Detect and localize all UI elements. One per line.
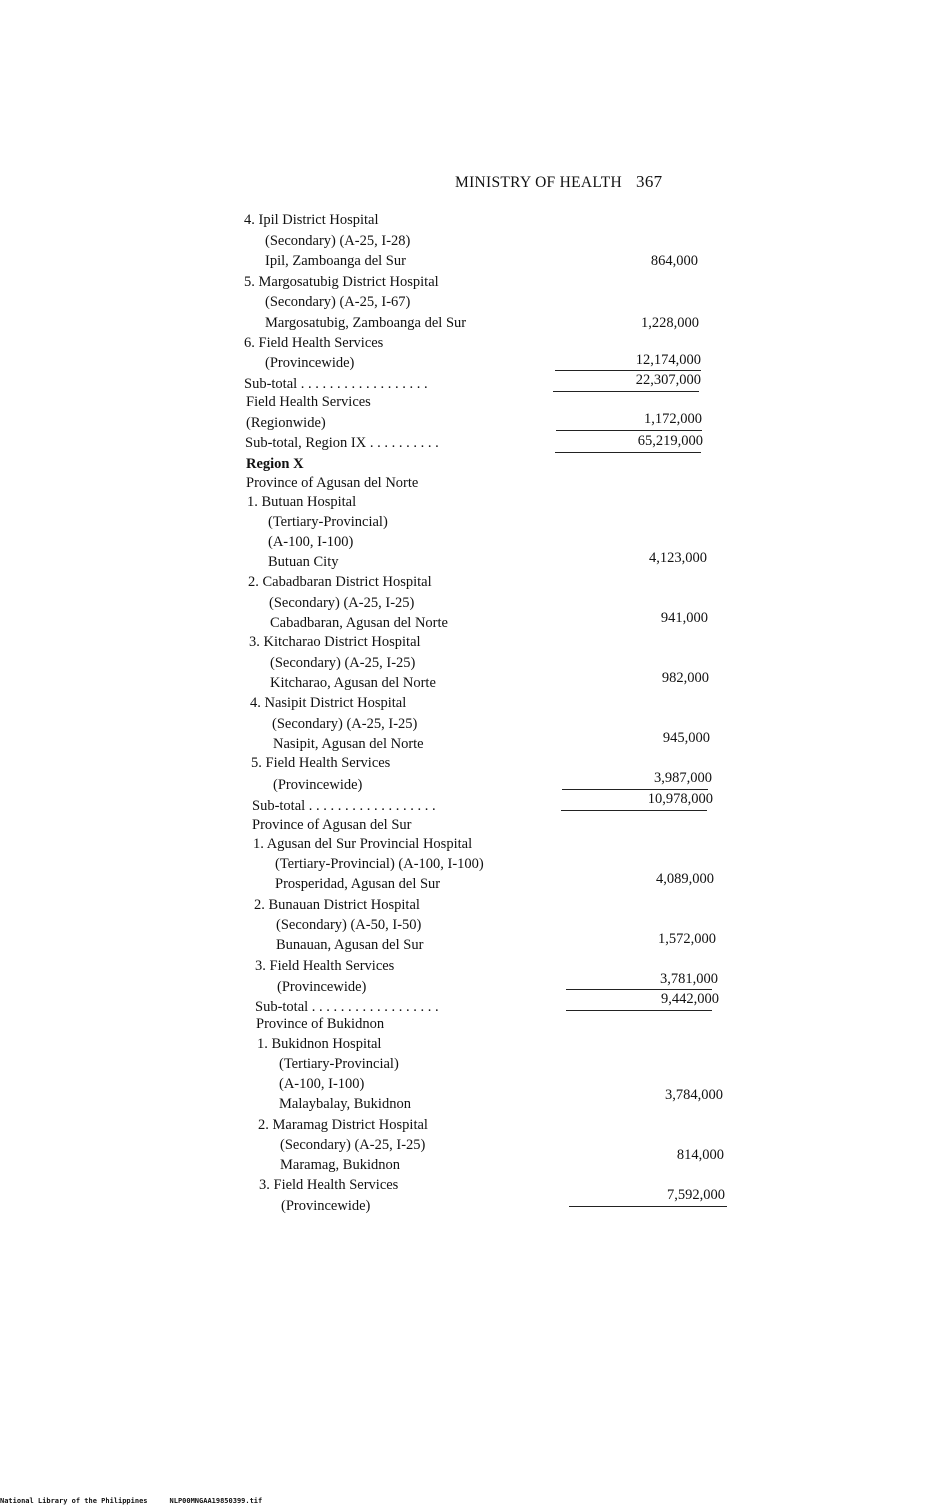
entry-line: (Provincewide) [265, 355, 355, 371]
entry-line: Ipil, Zamboanga del Sur [265, 253, 406, 269]
entry-line: Kitcharao, Agusan del Norte [270, 675, 436, 691]
entry-line: Prosperidad, Agusan del Sur [275, 876, 441, 892]
subtotal-amount: 65,219,000 [637, 433, 703, 449]
entry-line: (Tertiary-Provincial) (A-100, I-100) [275, 856, 484, 872]
amount: 941,000 [660, 610, 708, 626]
amount: 1,572,000 [658, 931, 716, 947]
section-heading: Region X [246, 456, 304, 472]
entry-line: (Tertiary-Provincial) [279, 1056, 399, 1072]
entry-line: (Regionwide) [246, 415, 326, 431]
underline-rule [556, 430, 702, 431]
province-heading: Province of Agusan del Sur [252, 817, 412, 833]
entry-line: (Secondary) (A-25, I-25) [280, 1137, 426, 1153]
entry-line: 2. Bunauan District Hospital [254, 897, 420, 913]
entry-line: (Provincewide) [277, 979, 367, 995]
subtotal-label: Sub-total . . . . . . . . . . . . . . . . . . [252, 798, 436, 814]
entry-line: (Secondary) (A-50, I-50) [276, 917, 422, 933]
entry-line: 1. Butuan Hospital [247, 494, 357, 510]
province-heading: Province of Bukidnon [256, 1016, 385, 1032]
entry-line: Malaybalay, Bukidnon [279, 1096, 411, 1112]
underline-rule [566, 1010, 712, 1011]
entry-line: (Provincewide) [281, 1198, 371, 1214]
subtotal-amount: 9,442,000 [661, 991, 719, 1007]
amount: 4,089,000 [656, 871, 714, 887]
entry-line: Cabadbaran, Agusan del Norte [270, 615, 448, 631]
entry-line: 1. Agusan del Sur Provincial Hospital [253, 836, 473, 852]
amount: 814,000 [676, 1147, 724, 1163]
entry-line: (Secondary) (A-25, I-25) [269, 595, 415, 611]
amount: 1,228,000 [641, 315, 699, 331]
subtotal-amount: 10,978,000 [647, 791, 713, 807]
underline-rule [555, 452, 701, 453]
amount: 12,174,000 [635, 352, 701, 368]
amount: 945,000 [662, 730, 710, 746]
amount: 982,000 [661, 670, 709, 686]
subtotal-label: Sub-total . . . . . . . . . . . . . . . . . . [244, 376, 428, 392]
entry-line: Maramag, Bukidnon [280, 1157, 401, 1173]
entry-line: 3. Field Health Services [259, 1177, 399, 1193]
entry-line: (Provincewide) [273, 777, 363, 793]
amount: 3,784,000 [665, 1087, 723, 1103]
underline-rule [569, 1206, 727, 1207]
footer-library: National Library of the Philippines [0, 1497, 148, 1505]
entry-line: (Secondary) (A-25, I-28) [265, 233, 411, 249]
amount: 4,123,000 [649, 550, 707, 566]
entry-line: (A-100, I-100) [279, 1076, 365, 1092]
province-heading: Province of Agusan del Norte [246, 475, 419, 491]
entry-line: 3. Kitcharao District Hospital [249, 634, 421, 650]
entry-line: Margosatubig, Zamboanga del Sur [265, 315, 467, 331]
footer-filename: NLP00MNGAA19850399.tif [169, 1497, 263, 1505]
entry-line: (Secondary) (A-25, I-67) [265, 294, 411, 310]
underline-rule [553, 391, 699, 392]
amount: 864,000 [650, 253, 698, 269]
entry-line: 6. Field Health Services [244, 335, 384, 351]
subtotal-label: Sub-total . . . . . . . . . . . . . . . . . . [255, 999, 439, 1015]
entry-line: (Secondary) (A-25, I-25) [272, 716, 418, 732]
entry-line: 1. Bukidnon Hospital [257, 1036, 382, 1052]
entry-line: 2. Maramag District Hospital [258, 1117, 428, 1133]
entry-line: 2. Cabadbaran District Hospital [248, 574, 432, 590]
entry-line: 3. Field Health Services [255, 958, 395, 974]
entry-line: Field Health Services [246, 394, 371, 410]
entry-line: 4. Ipil District Hospital [244, 212, 379, 228]
page-number: 367 [636, 172, 663, 191]
entry-line: 5. Field Health Services [251, 755, 391, 771]
subtotal-amount: 22,307,000 [635, 372, 701, 388]
entry-line: Bunauan, Agusan del Sur [276, 937, 424, 953]
amount: 3,781,000 [660, 971, 718, 987]
running-title: MINISTRY OF HEALTH [455, 174, 623, 191]
amount: 7,592,000 [667, 1187, 725, 1203]
entry-line: 5. Margosatubig District Hospital [244, 274, 439, 290]
entry-line: Butuan City [268, 554, 339, 570]
subtotal-label: Sub-total, Region IX . . . . . . . . . . [245, 435, 439, 451]
scan-footer [0, 1497, 284, 1505]
amount: 1,172,000 [644, 411, 702, 427]
entry-line: (Secondary) (A-25, I-25) [270, 655, 416, 671]
entry-line: (Tertiary-Provincial) [268, 514, 388, 530]
entry-line: 4. Nasipit District Hospital [250, 695, 407, 711]
entry-line: (A-100, I-100) [268, 534, 354, 550]
entry-line: Nasipit, Agusan del Norte [273, 736, 424, 752]
amount: 3,987,000 [654, 770, 712, 786]
page-header [455, 172, 662, 192]
underline-rule [561, 810, 707, 811]
